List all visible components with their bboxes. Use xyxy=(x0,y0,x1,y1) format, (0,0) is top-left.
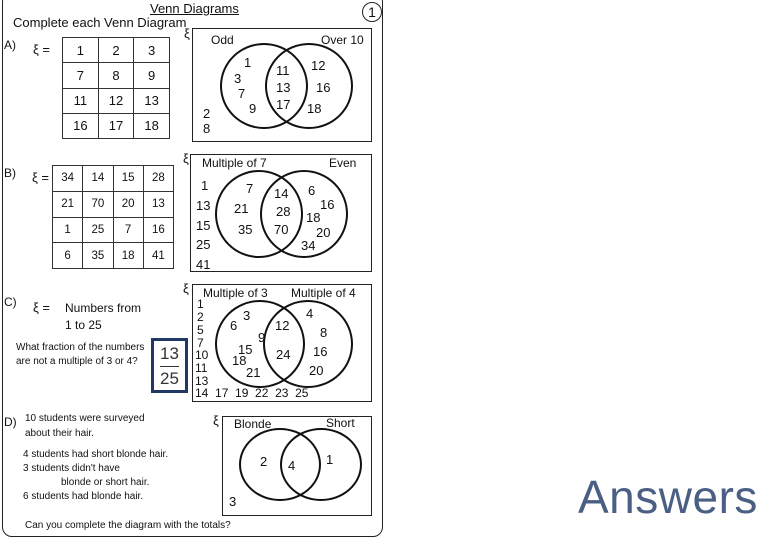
part-a-xi-symbol: ξ xyxy=(184,26,190,41)
grid-cell: 7 xyxy=(113,217,143,243)
part-d-fact: 4 students had short blonde hair. xyxy=(23,449,169,460)
part-a-set-label-right: Over 10 xyxy=(321,33,364,47)
page-title: Venn Diagrams xyxy=(150,1,239,16)
venn-value-outside: 25 xyxy=(196,237,211,252)
venn-value: 8 xyxy=(320,325,328,340)
grid-cell: 25 xyxy=(83,217,113,243)
venn-value: 14 xyxy=(274,186,289,201)
grid-cell: 15 xyxy=(113,166,143,192)
grid-cell: 28 xyxy=(143,166,173,192)
part-b-set-label-left: Multiple of 7 xyxy=(202,156,267,170)
venn-value: 35 xyxy=(238,222,253,237)
grid-cell: 6 xyxy=(53,243,83,269)
part-c-xi-symbol: ξ xyxy=(183,281,189,296)
grid-cell: 1 xyxy=(63,38,99,63)
venn-value-outside: 1 xyxy=(201,178,209,193)
page-number-badge: 1 xyxy=(362,2,382,22)
part-d-fact: blonde or short hair. xyxy=(61,477,150,488)
venn-value-outside-row: 14 17 19 22 23 25 xyxy=(195,386,309,400)
part-a-letter: A) xyxy=(4,38,16,52)
instruction-text: Complete each Venn Diagram xyxy=(13,15,187,30)
venn-value: 1 xyxy=(326,452,334,467)
part-b-xi-symbol: ξ xyxy=(183,151,189,166)
venn-value: 18 xyxy=(307,101,322,116)
part-c-set-label-right: Multiple of 4 xyxy=(291,286,356,300)
venn-value: 16 xyxy=(313,344,328,359)
part-b-letter: B) xyxy=(4,166,16,180)
venn-value-outside: 13 xyxy=(195,374,209,388)
venn-value: 70 xyxy=(274,222,289,237)
venn-value-outside: 15 xyxy=(196,218,211,233)
venn-value: 12 xyxy=(275,318,290,333)
venn-value: 4 xyxy=(288,458,296,473)
part-d-prompt: Can you complete the diagram with the totals? xyxy=(25,520,231,531)
venn-value-outside: 1 xyxy=(197,297,204,311)
venn-value: 20 xyxy=(316,225,331,240)
venn-value: 12 xyxy=(311,58,326,73)
grid-cell: 8 xyxy=(98,63,134,88)
venn-value-outside: 13 xyxy=(196,198,211,213)
part-c-question: are not a multiple of 3 or 4? xyxy=(16,356,138,367)
grid-cell: 13 xyxy=(143,191,173,217)
part-b-set-label-right: Even xyxy=(329,156,357,170)
venn-value-outside: 2 xyxy=(197,310,204,324)
venn-value: 15 xyxy=(238,342,253,357)
venn-value: 16 xyxy=(316,80,331,95)
grid-cell: 16 xyxy=(63,113,99,138)
venn-value: 16 xyxy=(320,197,335,212)
answers-watermark: Answers xyxy=(578,471,758,523)
part-c-question: What fraction of the numbers xyxy=(16,342,145,353)
grid-cell: 11 xyxy=(63,88,99,113)
grid-cell: 21 xyxy=(53,191,83,217)
fraction-bar xyxy=(160,366,179,367)
part-d-letter: D) xyxy=(4,415,17,429)
venn-value: 3 xyxy=(243,308,251,323)
grid-cell: 41 xyxy=(143,243,173,269)
part-c-letter: C) xyxy=(4,295,17,309)
grid-cell: 20 xyxy=(113,191,143,217)
grid-cell: 3 xyxy=(134,38,170,63)
venn-value-outside: 8 xyxy=(203,121,211,136)
venn-value: 3 xyxy=(234,71,242,86)
part-d-intro: 10 students were surveyed xyxy=(25,413,145,424)
venn-value: 7 xyxy=(246,181,254,196)
venn-value: 18 xyxy=(232,353,247,368)
part-b-xi-label: ξ = xyxy=(32,170,50,185)
grid-cell: 2 xyxy=(98,38,134,63)
venn-value-outside: 3 xyxy=(229,494,237,509)
part-b-universal-grid xyxy=(52,165,174,269)
venn-value: 34 xyxy=(301,238,316,253)
venn-value-outside: 11 xyxy=(195,361,208,375)
part-a-set-label-left: Odd xyxy=(211,33,234,47)
part-c-set-label-left: Multiple of 3 xyxy=(203,286,268,300)
venn-value: 28 xyxy=(276,204,291,219)
venn-value: 21 xyxy=(246,365,261,380)
grid-cell: 16 xyxy=(143,217,173,243)
venn-value: 24 xyxy=(276,347,291,362)
venn-value: 2 xyxy=(260,454,268,469)
grid-cell: 9 xyxy=(134,63,170,88)
venn-value-outside: 7 xyxy=(197,336,204,350)
grid-cell: 70 xyxy=(83,191,113,217)
part-a-xi-label: ξ = xyxy=(33,42,51,57)
part-c-xi-label: ξ = xyxy=(33,300,51,315)
venn-value: 21 xyxy=(234,201,249,216)
part-c-set-description: 1 to 25 xyxy=(65,318,102,332)
venn-value-outside: 10 xyxy=(195,348,209,362)
part-d-set-label-right: Short xyxy=(326,416,355,430)
venn-value: 4 xyxy=(306,306,314,321)
venn-value: 1 xyxy=(244,55,252,70)
part-a-universal-grid xyxy=(62,37,170,139)
part-d-fact: 6 students had blonde hair. xyxy=(23,491,144,502)
venn-value-outside: 41 xyxy=(196,257,211,272)
part-c-answer-fraction xyxy=(151,338,188,393)
part-d-set-label-left: Blonde xyxy=(234,417,272,431)
venn-value: 20 xyxy=(309,363,324,378)
fraction-denominator: 25 xyxy=(160,369,179,388)
venn-value: 11 xyxy=(276,63,290,78)
venn-value-outside: 2 xyxy=(203,106,211,121)
part-d-xi-symbol: ξ xyxy=(213,413,219,428)
venn-value: 6 xyxy=(308,183,316,198)
venn-value: 18 xyxy=(306,210,321,225)
part-c-set-description: Numbers from xyxy=(65,301,142,315)
grid-cell: 18 xyxy=(113,243,143,269)
venn-value: 9 xyxy=(258,330,266,345)
venn-value: 6 xyxy=(230,318,238,333)
grid-cell: 35 xyxy=(83,243,113,269)
grid-cell: 14 xyxy=(83,166,113,192)
venn-value: 7 xyxy=(238,86,246,101)
part-d-intro: about their hair. xyxy=(25,428,94,439)
grid-cell: 7 xyxy=(63,63,99,88)
grid-cell: 34 xyxy=(53,166,83,192)
grid-cell: 18 xyxy=(134,113,170,138)
grid-cell: 1 xyxy=(53,217,83,243)
venn-value-outside: 5 xyxy=(197,323,204,337)
venn-value: 13 xyxy=(276,80,291,95)
venn-value: 9 xyxy=(249,101,257,116)
grid-cell: 17 xyxy=(98,113,134,138)
part-d-fact: 3 students didn't have xyxy=(23,463,120,474)
fraction-numerator: 13 xyxy=(160,344,179,363)
venn-value: 17 xyxy=(276,97,291,112)
grid-cell: 12 xyxy=(98,88,134,113)
grid-cell: 13 xyxy=(134,88,170,113)
